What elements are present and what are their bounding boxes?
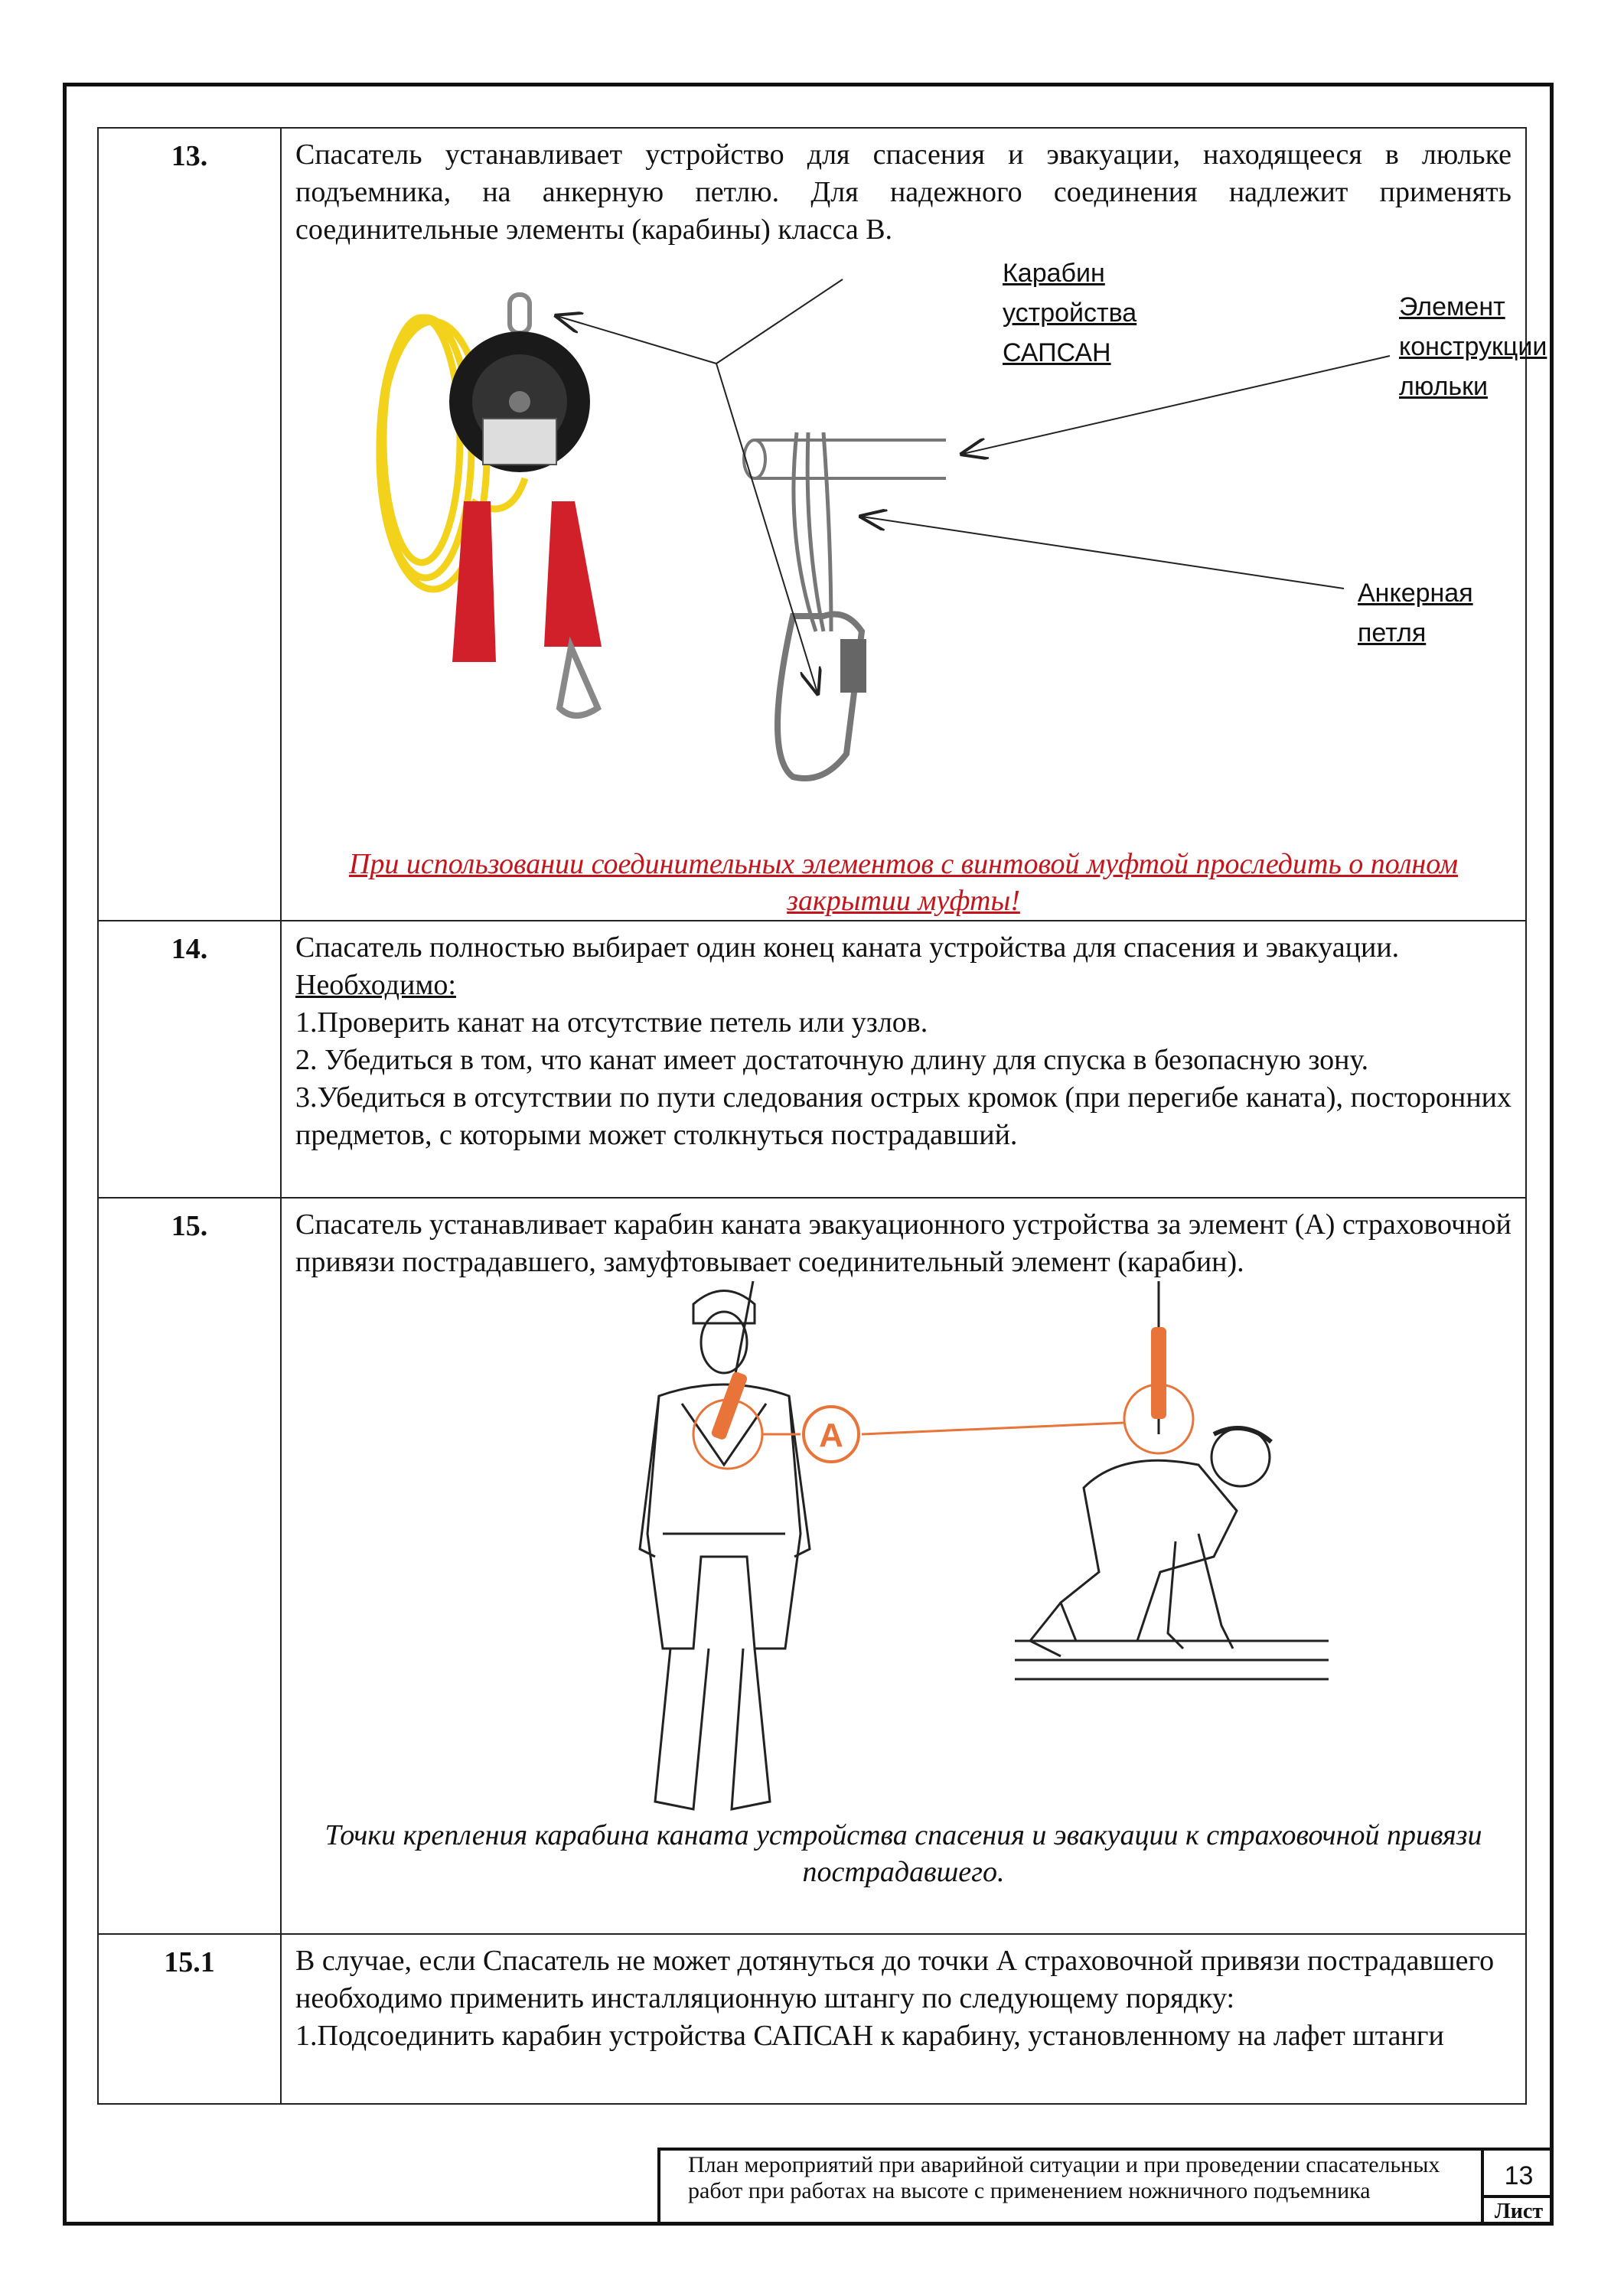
table-row <box>98 1934 1526 2104</box>
step-content <box>281 921 1526 1198</box>
sheet-label: Лист <box>1484 2195 1554 2226</box>
step-number: 14. <box>98 921 281 1198</box>
standing-person <box>640 1291 810 1810</box>
table-row <box>98 128 1526 921</box>
step-text: Спасатель устанавливает карабин каната эвакуационного устройства за элемент (А) страховочной привязи пострадавшего, замуфтовывает соединительный элемент (карабин). <box>295 1208 1511 1278</box>
kneeling-person <box>1030 1428 1271 1656</box>
step-content <box>281 1198 1526 1934</box>
step-content <box>281 1934 1526 2104</box>
device-drawing <box>295 249 1624 846</box>
sheet-number: 13 <box>1504 2161 1534 2190</box>
label-cradle-element: Элемент конструкции люльки <box>1399 292 1547 401</box>
list-item: 1.Подсоединить карабин устройства САПСАН к карабину, установленному на лафет штанги <box>295 2020 1444 2052</box>
table-row <box>98 1198 1526 1934</box>
list-item: 3.Убедиться в отсутствии по пути следования острых кромок (при перегибе каната), посторонних предметов, с которыми может столкнуться пострадавший. <box>295 1081 1511 1151</box>
harness-illustration <box>295 1281 1511 1817</box>
sheet-box <box>1481 2148 1554 2226</box>
list-item: 1.Проверить канат на отсутствие петель или узлов. <box>295 1006 928 1039</box>
anchor-carabiner <box>778 615 866 779</box>
bottom-carabiner <box>559 647 598 716</box>
step-number: 15.1 <box>98 1934 281 2104</box>
rope-absorber <box>710 1371 748 1440</box>
figure-caption: Точки крепления карабина каната устройства спасения и эвакуации к страховочной привязи пострадавшего. <box>324 1819 1482 1888</box>
label-carabiner: Карабин устройства САПСАН <box>1003 259 1137 367</box>
procedure-table <box>97 127 1547 2105</box>
step-subheading: Необходимо: <box>295 969 456 1001</box>
red-tails <box>452 501 602 662</box>
step-text: Спасатель устанавливает устройство для спасения и эвакуации, находящееся в люльке подъемника, на анкерную петлю. Для надежного соединения надлежит применять соединительные элементы (карабины) класса В. <box>295 139 1511 246</box>
step-text: В случае, если Спасатель не может дотянуться до точки А страховочной привязи пострадавшего необходимо применить инсталляционную штангу по следующему порядку: <box>295 1945 1495 2014</box>
table-row <box>98 921 1526 1198</box>
attachment-point-markers <box>693 1384 1193 1469</box>
roof-planks <box>1015 1641 1329 1679</box>
step-number: 15. <box>98 1198 281 1934</box>
title-block <box>657 2148 1554 2226</box>
warning-note: При использовании соединительных элементов с винтовой муфтой проследить о полном закрытии муфты! <box>348 848 1459 917</box>
step-content <box>281 128 1547 921</box>
point-a-label: A <box>819 1417 843 1454</box>
label-anchor-loop: Анкерная петля <box>1358 579 1473 647</box>
step-intro: Спасатель полностью выбирает один конец каната устройства для спасения и эвакуации. <box>295 931 1400 964</box>
document-title: План мероприятий при аварийной ситуации и при проведении спасательных работ при работах на высоте с применением ножничного подъемника <box>657 2148 1481 2226</box>
rescue-device-illustration <box>295 249 1547 846</box>
cradle-bar <box>744 440 946 478</box>
list-item: 2. Убедиться в том, что канат имеет достаточную длину для спуска в безопасную зону. <box>295 1044 1369 1076</box>
rope-absorber <box>1151 1327 1166 1419</box>
device-wheel <box>449 295 590 472</box>
harness-drawing <box>295 1281 1624 1817</box>
step-number: 13. <box>98 128 281 921</box>
anchor-loop-drawing <box>794 432 831 631</box>
